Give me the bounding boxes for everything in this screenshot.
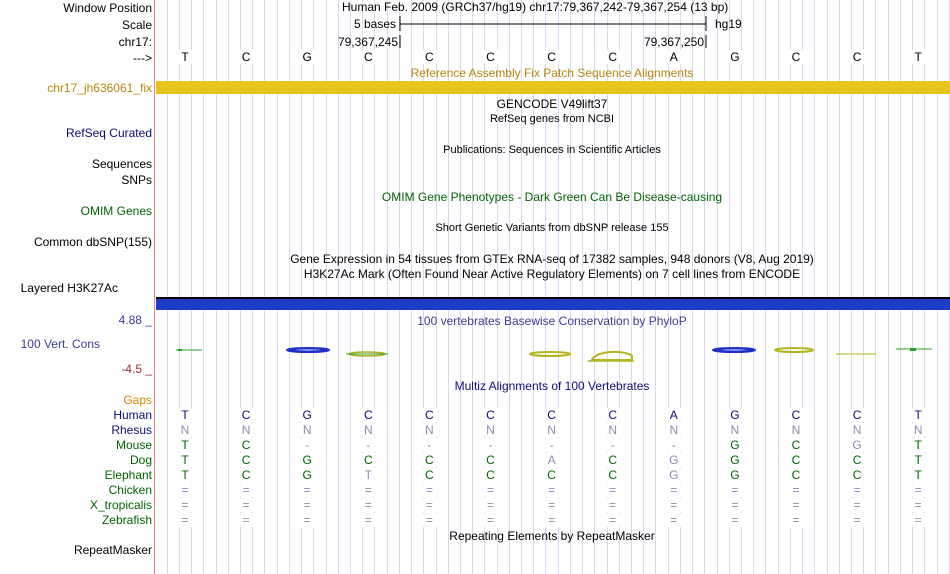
alignment-base: =	[297, 483, 317, 497]
alignment-base: T	[908, 408, 928, 422]
window-position-value: Human Feb. 2009 (GRCh37/hg19) chr17:79,367,242-79,367,254 (13 bp)	[342, 0, 729, 14]
reference-base: C	[481, 50, 501, 64]
alignment-base: G	[725, 453, 745, 467]
scale-bar	[156, 0, 950, 50]
alignment-base: N	[725, 423, 745, 437]
scale-label: Scale	[121, 18, 152, 32]
publications-track-label[interactable]: Sequences	[91, 157, 152, 171]
alignment-base: =	[664, 483, 684, 497]
species-label-chicken[interactable]: Chicken	[108, 483, 152, 497]
alignment-base: C	[358, 453, 378, 467]
alignment-base: =	[908, 483, 928, 497]
alignment-base: =	[419, 483, 439, 497]
alignment-base: C	[542, 408, 562, 422]
alignment-base: =	[786, 513, 806, 527]
alignment-base: T	[358, 468, 378, 482]
phylop-track-label[interactable]: 100 Vert. Cons	[20, 337, 100, 351]
reference-base: T	[908, 50, 928, 64]
refseq-track-title: RefSeq genes from NCBI	[489, 113, 615, 125]
alignment-base: T	[908, 438, 928, 452]
alignment-base: G	[297, 468, 317, 482]
h3k27ac-track-label[interactable]: Layered H3K27Ac	[20, 281, 118, 295]
alignment-base: C	[603, 468, 623, 482]
fix-patch-track-label[interactable]: chr17_jh636061_fix	[47, 81, 152, 95]
alignment-base: N	[358, 423, 378, 437]
alignment-base: =	[236, 498, 256, 512]
species-label-x_tropicalis[interactable]: X_tropicalis	[89, 498, 152, 512]
alignment-base: =	[542, 498, 562, 512]
alignment-base: C	[786, 453, 806, 467]
alignment-base: -	[419, 438, 439, 452]
refseq-track-label[interactable]: RefSeq Curated	[65, 126, 152, 140]
reference-base: C	[847, 50, 867, 64]
alignment-base: =	[419, 498, 439, 512]
alignment-base: C	[358, 408, 378, 422]
alignment-base: C	[542, 468, 562, 482]
reference-base: T	[175, 50, 195, 64]
alignment-base: G	[297, 408, 317, 422]
alignment-base: =	[603, 483, 623, 497]
species-label-elephant[interactable]: Elephant	[104, 468, 152, 482]
alignment-base: G	[847, 438, 867, 452]
alignment-base: C	[236, 453, 256, 467]
alignment-base: =	[664, 513, 684, 527]
h3k27ac-signal-bar[interactable]	[156, 297, 950, 310]
alignment-base: =	[236, 483, 256, 497]
alignment-base: T	[908, 453, 928, 467]
alignment-base: A	[664, 408, 684, 422]
reference-base: C	[542, 50, 562, 64]
alignment-base: =	[908, 498, 928, 512]
alignment-base: C	[419, 408, 439, 422]
alignment-base: T	[175, 453, 195, 467]
alignment-base: C	[419, 453, 439, 467]
alignment-base: C	[786, 438, 806, 452]
alignment-base: T	[908, 468, 928, 482]
gtex-track-title: Gene Expression in 54 tissues from GTEx RNA-seq of 17382 samples, 948 donors (V8, Aug 2019)	[290, 252, 814, 266]
alignment-base: =	[786, 483, 806, 497]
alignment-base: C	[786, 468, 806, 482]
alignment-base: =	[847, 513, 867, 527]
gaps-label: Gaps	[123, 393, 152, 407]
alignment-base: =	[419, 513, 439, 527]
position-left: 79,367,245	[337, 35, 398, 49]
alignment-base: -	[664, 438, 684, 452]
alignment-base: N	[908, 423, 928, 437]
assembly-label: hg19	[715, 17, 742, 31]
alignment-base: N	[419, 423, 439, 437]
species-label-zebrafish[interactable]: Zebrafish	[101, 513, 152, 527]
reference-base: C	[419, 50, 439, 64]
alignment-base: C	[236, 468, 256, 482]
alignment-base: G	[664, 453, 684, 467]
alignment-base: C	[847, 468, 867, 482]
alignment-base: =	[358, 498, 378, 512]
publications-track-title: Publications: Sequences in Scientific Articles	[443, 144, 661, 156]
alignment-base: =	[908, 513, 928, 527]
alignment-base: C	[481, 468, 501, 482]
alignment-base: N	[664, 423, 684, 437]
species-label-dog[interactable]: Dog	[129, 453, 152, 467]
phylop-track-title: 100 vertebrates Basewise Conservation by PhyloP	[417, 314, 687, 328]
reference-base: A	[664, 50, 684, 64]
omim-track-label[interactable]: OMIM Genes	[80, 204, 152, 218]
alignment-base: -	[603, 438, 623, 452]
alignment-base: =	[175, 498, 195, 512]
alignment-base: C	[419, 468, 439, 482]
alignment-base: C	[603, 453, 623, 467]
phylop-min-label: -4.5 _	[121, 362, 152, 376]
multiz-track-title: Multiz Alignments of 100 Vertebrates	[454, 379, 650, 393]
alignment-base: G	[725, 468, 745, 482]
alignment-base: C	[236, 408, 256, 422]
alignment-base: =	[175, 513, 195, 527]
reference-base: G	[297, 50, 317, 64]
species-label-human[interactable]: Human	[113, 408, 152, 422]
repeatmasker-track-title: Repeating Elements by RepeatMasker	[449, 529, 655, 543]
alignment-base: T	[175, 408, 195, 422]
fix-patch-track-title: Reference Assembly Fix Patch Sequence Alignments	[410, 66, 694, 80]
alignment-base: -	[542, 438, 562, 452]
alignment-base: -	[358, 438, 378, 452]
scale-value: 5 bases	[353, 17, 396, 31]
alignment-base: C	[847, 453, 867, 467]
alignment-base: N	[481, 423, 501, 437]
alignment-base: =	[786, 498, 806, 512]
alignment-base: =	[725, 513, 745, 527]
alignment-base: T	[175, 468, 195, 482]
alignment-base: =	[358, 483, 378, 497]
species-label-rhesus[interactable]: Rhesus	[111, 423, 152, 437]
alignment-base: C	[481, 408, 501, 422]
dbsnp-track-title: Short Genetic Variants from dbSNP release 155	[435, 222, 669, 234]
gencode-track-title: GENCODE V49lift37	[496, 97, 608, 111]
alignment-base: =	[664, 498, 684, 512]
alignment-base: =	[725, 483, 745, 497]
chrom-label: chr17:	[118, 35, 152, 49]
alignment-base: =	[481, 483, 501, 497]
phylop-max-label: 4.88 _	[118, 313, 152, 327]
dbsnp-track-label[interactable]: Common dbSNP(155)	[33, 235, 152, 249]
alignment-base: C	[847, 408, 867, 422]
alignment-base: G	[297, 453, 317, 467]
alignment-base: =	[847, 483, 867, 497]
phylop-conservation-graph[interactable]	[156, 340, 950, 364]
alignment-base: =	[603, 498, 623, 512]
alignment-base: N	[847, 423, 867, 437]
alignment-base: G	[725, 438, 745, 452]
alignment-base: =	[603, 513, 623, 527]
alignment-base: N	[786, 423, 806, 437]
alignment-base: N	[236, 423, 256, 437]
position-right: 79,367,250	[643, 35, 704, 49]
alignment-base: =	[297, 498, 317, 512]
alignment-base: =	[175, 483, 195, 497]
alignment-base: -	[297, 438, 317, 452]
h3k27ac-track-title: H3K27Ac Mark (Often Found Near Active Regulatory Elements) on 7 cell lines from ENCODE	[303, 267, 801, 281]
alignment-base: N	[542, 423, 562, 437]
alignment-base: =	[847, 498, 867, 512]
alignment-base: A	[542, 453, 562, 467]
alignment-base: C	[603, 408, 623, 422]
species-label-mouse[interactable]: Mouse	[115, 438, 152, 452]
alignment-base: =	[725, 498, 745, 512]
alignment-base: N	[603, 423, 623, 437]
alignment-base: C	[481, 453, 501, 467]
repeatmasker-track-label[interactable]: RepeatMasker	[73, 543, 152, 557]
fix-patch-alignment-bar[interactable]	[156, 81, 950, 94]
reference-base: C	[236, 50, 256, 64]
track-image-area[interactable]	[156, 0, 950, 574]
alignment-base: =	[236, 513, 256, 527]
label-separator	[154, 0, 155, 574]
alignment-base: N	[297, 423, 317, 437]
alignment-base: =	[481, 513, 501, 527]
alignment-base: =	[358, 513, 378, 527]
alignment-base: N	[175, 423, 195, 437]
reference-base: C	[786, 50, 806, 64]
alignment-base: =	[297, 513, 317, 527]
omim-track-title: OMIM Gene Phenotypes - Dark Green Can Be Disease-causing	[381, 190, 723, 204]
track-label-column	[0, 0, 152, 574]
alignment-base: -	[481, 438, 501, 452]
window-position-label: Window Position	[63, 1, 152, 15]
alignment-base: =	[542, 483, 562, 497]
alignment-base: C	[786, 408, 806, 422]
reference-base: G	[725, 50, 745, 64]
snps-track-label[interactable]: SNPs	[121, 173, 152, 187]
alignment-base: T	[175, 438, 195, 452]
reference-base: C	[603, 50, 623, 64]
alignment-base: G	[664, 468, 684, 482]
alignment-base: =	[481, 498, 501, 512]
alignment-base: C	[236, 438, 256, 452]
strand-arrow-label[interactable]: --->	[133, 51, 152, 65]
alignment-base: G	[725, 408, 745, 422]
reference-base: C	[358, 50, 378, 64]
alignment-base: =	[542, 513, 562, 527]
